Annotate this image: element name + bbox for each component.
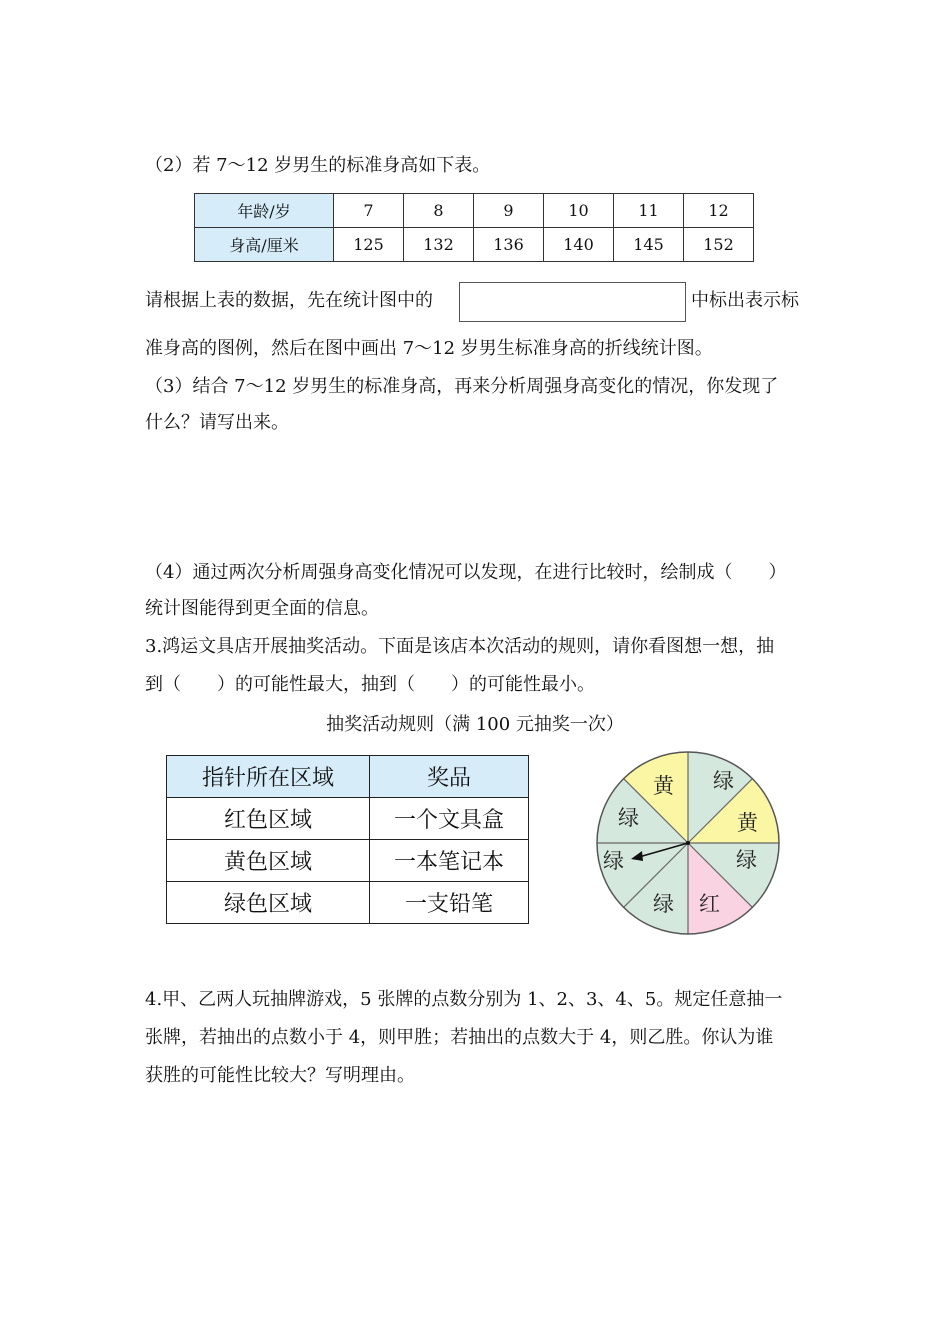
region-cell: 绿色区域 (167, 882, 370, 924)
q2-instruction-line2: 准身高的图例，然后在图中画出 7～12 岁男生标准身高的折线统计图。 (145, 338, 713, 359)
height-header: 身高/厘米 (195, 228, 334, 262)
prize-cell: 一本笔记本 (370, 840, 529, 882)
height-cell: 136 (474, 228, 544, 262)
height-cell: 145 (614, 228, 684, 262)
legend-answer-box[interactable] (459, 282, 686, 322)
sector-label: 绿 (618, 806, 639, 830)
standard-height-table (194, 193, 754, 262)
q2-3-line2: 什么？请写出来。 (145, 412, 289, 433)
age-cell: 7 (334, 194, 404, 228)
sector-label: 绿 (653, 892, 674, 916)
prize-table (166, 755, 529, 924)
q2-4-line1: （4）通过两次分析周强身高变化情况可以发现，在进行比较时，绘制成（ ） (145, 562, 787, 583)
sector-label: 黄 (737, 811, 758, 835)
age-row (195, 194, 754, 228)
height-cell: 152 (684, 228, 754, 262)
prize-table-header (167, 756, 529, 798)
prize-cell: 一支铅笔 (370, 882, 529, 924)
age-cell: 10 (544, 194, 614, 228)
q2-intro: （2）若 7～12 岁男生的标准身高如下表。 (145, 155, 491, 176)
height-cell: 140 (544, 228, 614, 262)
q3-line1: 3.鸿运文具店开展抽奖活动。下面是该店本次活动的规则，请你看图想一想，抽 (145, 636, 775, 657)
region-cell: 红色区域 (167, 798, 370, 840)
table-row (167, 882, 529, 924)
table-row (167, 798, 529, 840)
sector-label: 绿 (713, 769, 734, 793)
region-cell: 黄色区域 (167, 840, 370, 882)
q4-line1: 4.甲、乙两人玩抽牌游戏，5 张牌的点数分别为 1、2、3、4、5。规定任意抽一 (145, 989, 783, 1010)
region-header: 指针所在区域 (167, 756, 370, 798)
sector-label: 绿 (603, 849, 624, 873)
sector-label: 绿 (736, 848, 757, 872)
q2-instruction-part1: 请根据上表的数据，先在统计图中的 (145, 290, 433, 311)
prize-header: 奖品 (370, 756, 529, 798)
lottery-spinner-wheel (595, 750, 785, 940)
age-cell: 9 (474, 194, 544, 228)
height-cell: 125 (334, 228, 404, 262)
table-row (167, 840, 529, 882)
prize-cell: 一个文具盒 (370, 798, 529, 840)
age-cell: 8 (404, 194, 474, 228)
q2-3-line1: （3）结合 7～12 岁男生的标准身高，再来分析周强身高变化的情况，你发现了 (145, 376, 779, 397)
height-cell: 132 (404, 228, 474, 262)
q4-line3: 获胜的可能性比较大？写明理由。 (145, 1065, 415, 1086)
sector-label: 红 (699, 892, 720, 916)
height-row (195, 228, 754, 262)
age-cell: 11 (614, 194, 684, 228)
age-header: 年龄/岁 (195, 194, 334, 228)
age-cell: 12 (684, 194, 754, 228)
lottery-rules-caption: 抽奖活动规则（满 100 元抽奖一次） (326, 714, 624, 735)
q3-line2: 到（ ）的可能性最大，抽到（ ）的可能性最小。 (145, 674, 595, 695)
q2-4-line2: 统计图能得到更全面的信息。 (145, 598, 379, 619)
q2-instruction-part2: 中标出表示标 (691, 290, 799, 311)
q4-line2: 张牌，若抽出的点数小于 4，则甲胜；若抽出的点数大于 4，则乙胜。你认为谁 (145, 1027, 774, 1048)
sector-label: 黄 (653, 774, 674, 798)
